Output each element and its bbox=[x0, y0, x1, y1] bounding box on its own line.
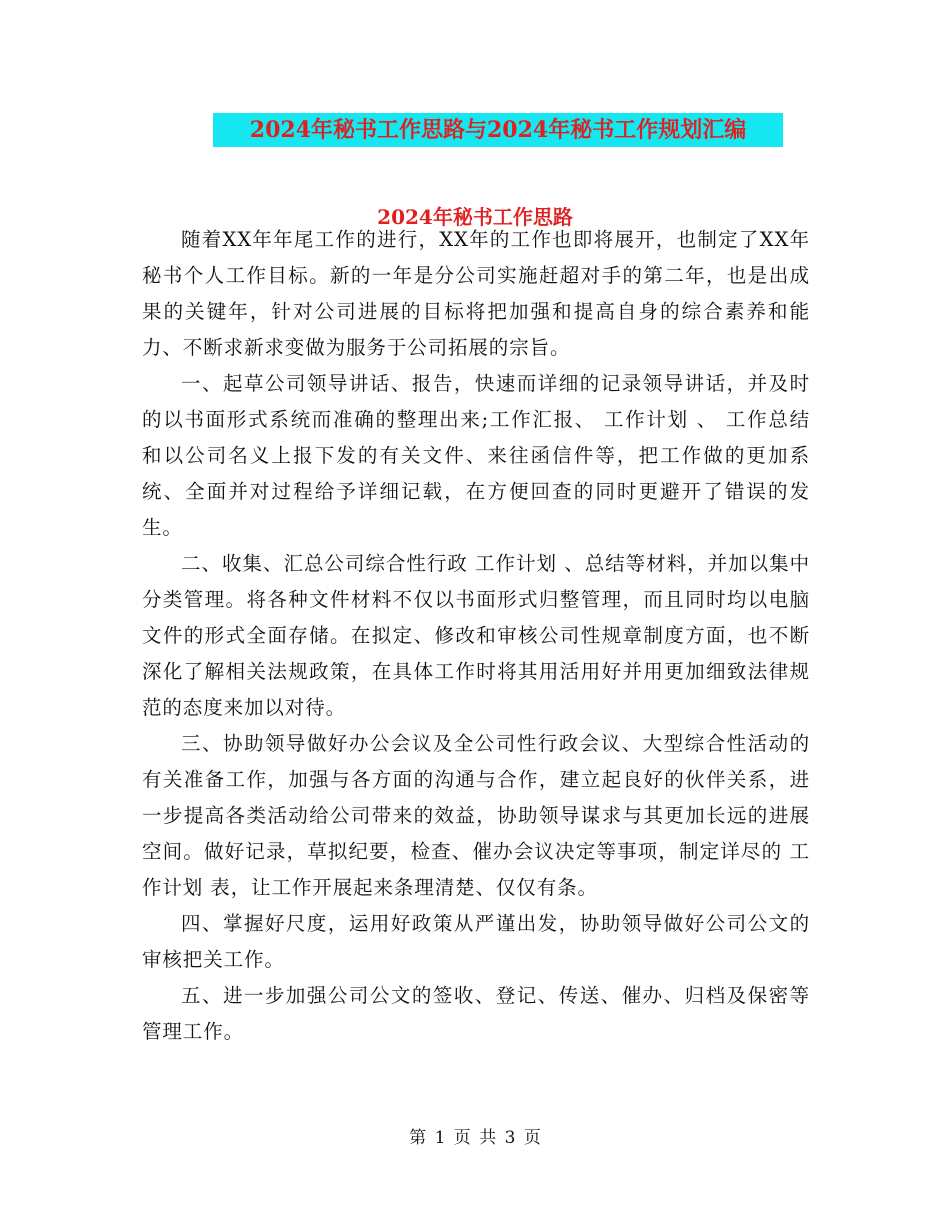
paragraph-intro: 随着XX年年尾工作的进行，XX年的工作也即将展开，也制定了XX年秘书个人工作目标。新的一年是分公司实施赶超对手的第二年，也是出成果的关键年，针对公司进展的目标将把加强和提高自身的综合素养和能力、不断求新求变做为服务于公司拓展的宗旨。 bbox=[142, 228, 810, 359]
paragraph-item-1: 一、起草公司领导讲话、报告，快速而详细的记录领导讲话，并及时的以书面形式系统而准确的整理出来;工作汇报、 工作计划 、 工作总结 和以公司名义上报下发的有关文件、来往函信件等，把工作做的更加系统、全面并对过程给予详细记载，在方便回查的同时更避开了错误的发生。 bbox=[142, 372, 810, 539]
paragraph-item-2: 二、收集、汇总公司综合性行政 工作计划 、总结等材料，并加以集中分类管理。将各种文件材料不仅以书面形式归整管理，而且同时均以电脑文件的形式全面存储。在拟定、修改和审核公司性规章制度方面，也不断深化了解相关法规政策，在具体工作时将其用活用好并用更加细致法律规范的态度来加以对待。 bbox=[142, 552, 810, 719]
document-title: 2024年秘书工作思路与2024年秘书工作规划汇编 bbox=[213, 113, 783, 147]
document-body bbox=[142, 222, 810, 1050]
paragraph-item-5: 五、进一步加强公司公文的签收、登记、传送、催办、归档及保密等管理工作。 bbox=[142, 984, 810, 1043]
paragraph-item-4: 四、掌握好尺度，运用好政策从严谨出发，协助领导做好公司公文的审核把关工作。 bbox=[142, 912, 810, 971]
section-title: 2024年秘书工作思路 bbox=[377, 205, 573, 229]
page-footer: 第 1 页 共 3 页 bbox=[409, 1128, 541, 1148]
paragraph-item-3: 三、协助领导做好办公会议及全公司性行政会议、大型综合性活动的有关准备工作，加强与各方面的沟通与合作，建立起良好的伙伴关系，进一步提高各类活动给公司带来的效益，协助领导谋求与其更加长远的进展空间。做好记录，草拟纪要，检查、催办会议决定等事项，制定详尽的 工作计划 表，让工作开展起来条理清楚、仅仅有条。 bbox=[142, 732, 810, 899]
